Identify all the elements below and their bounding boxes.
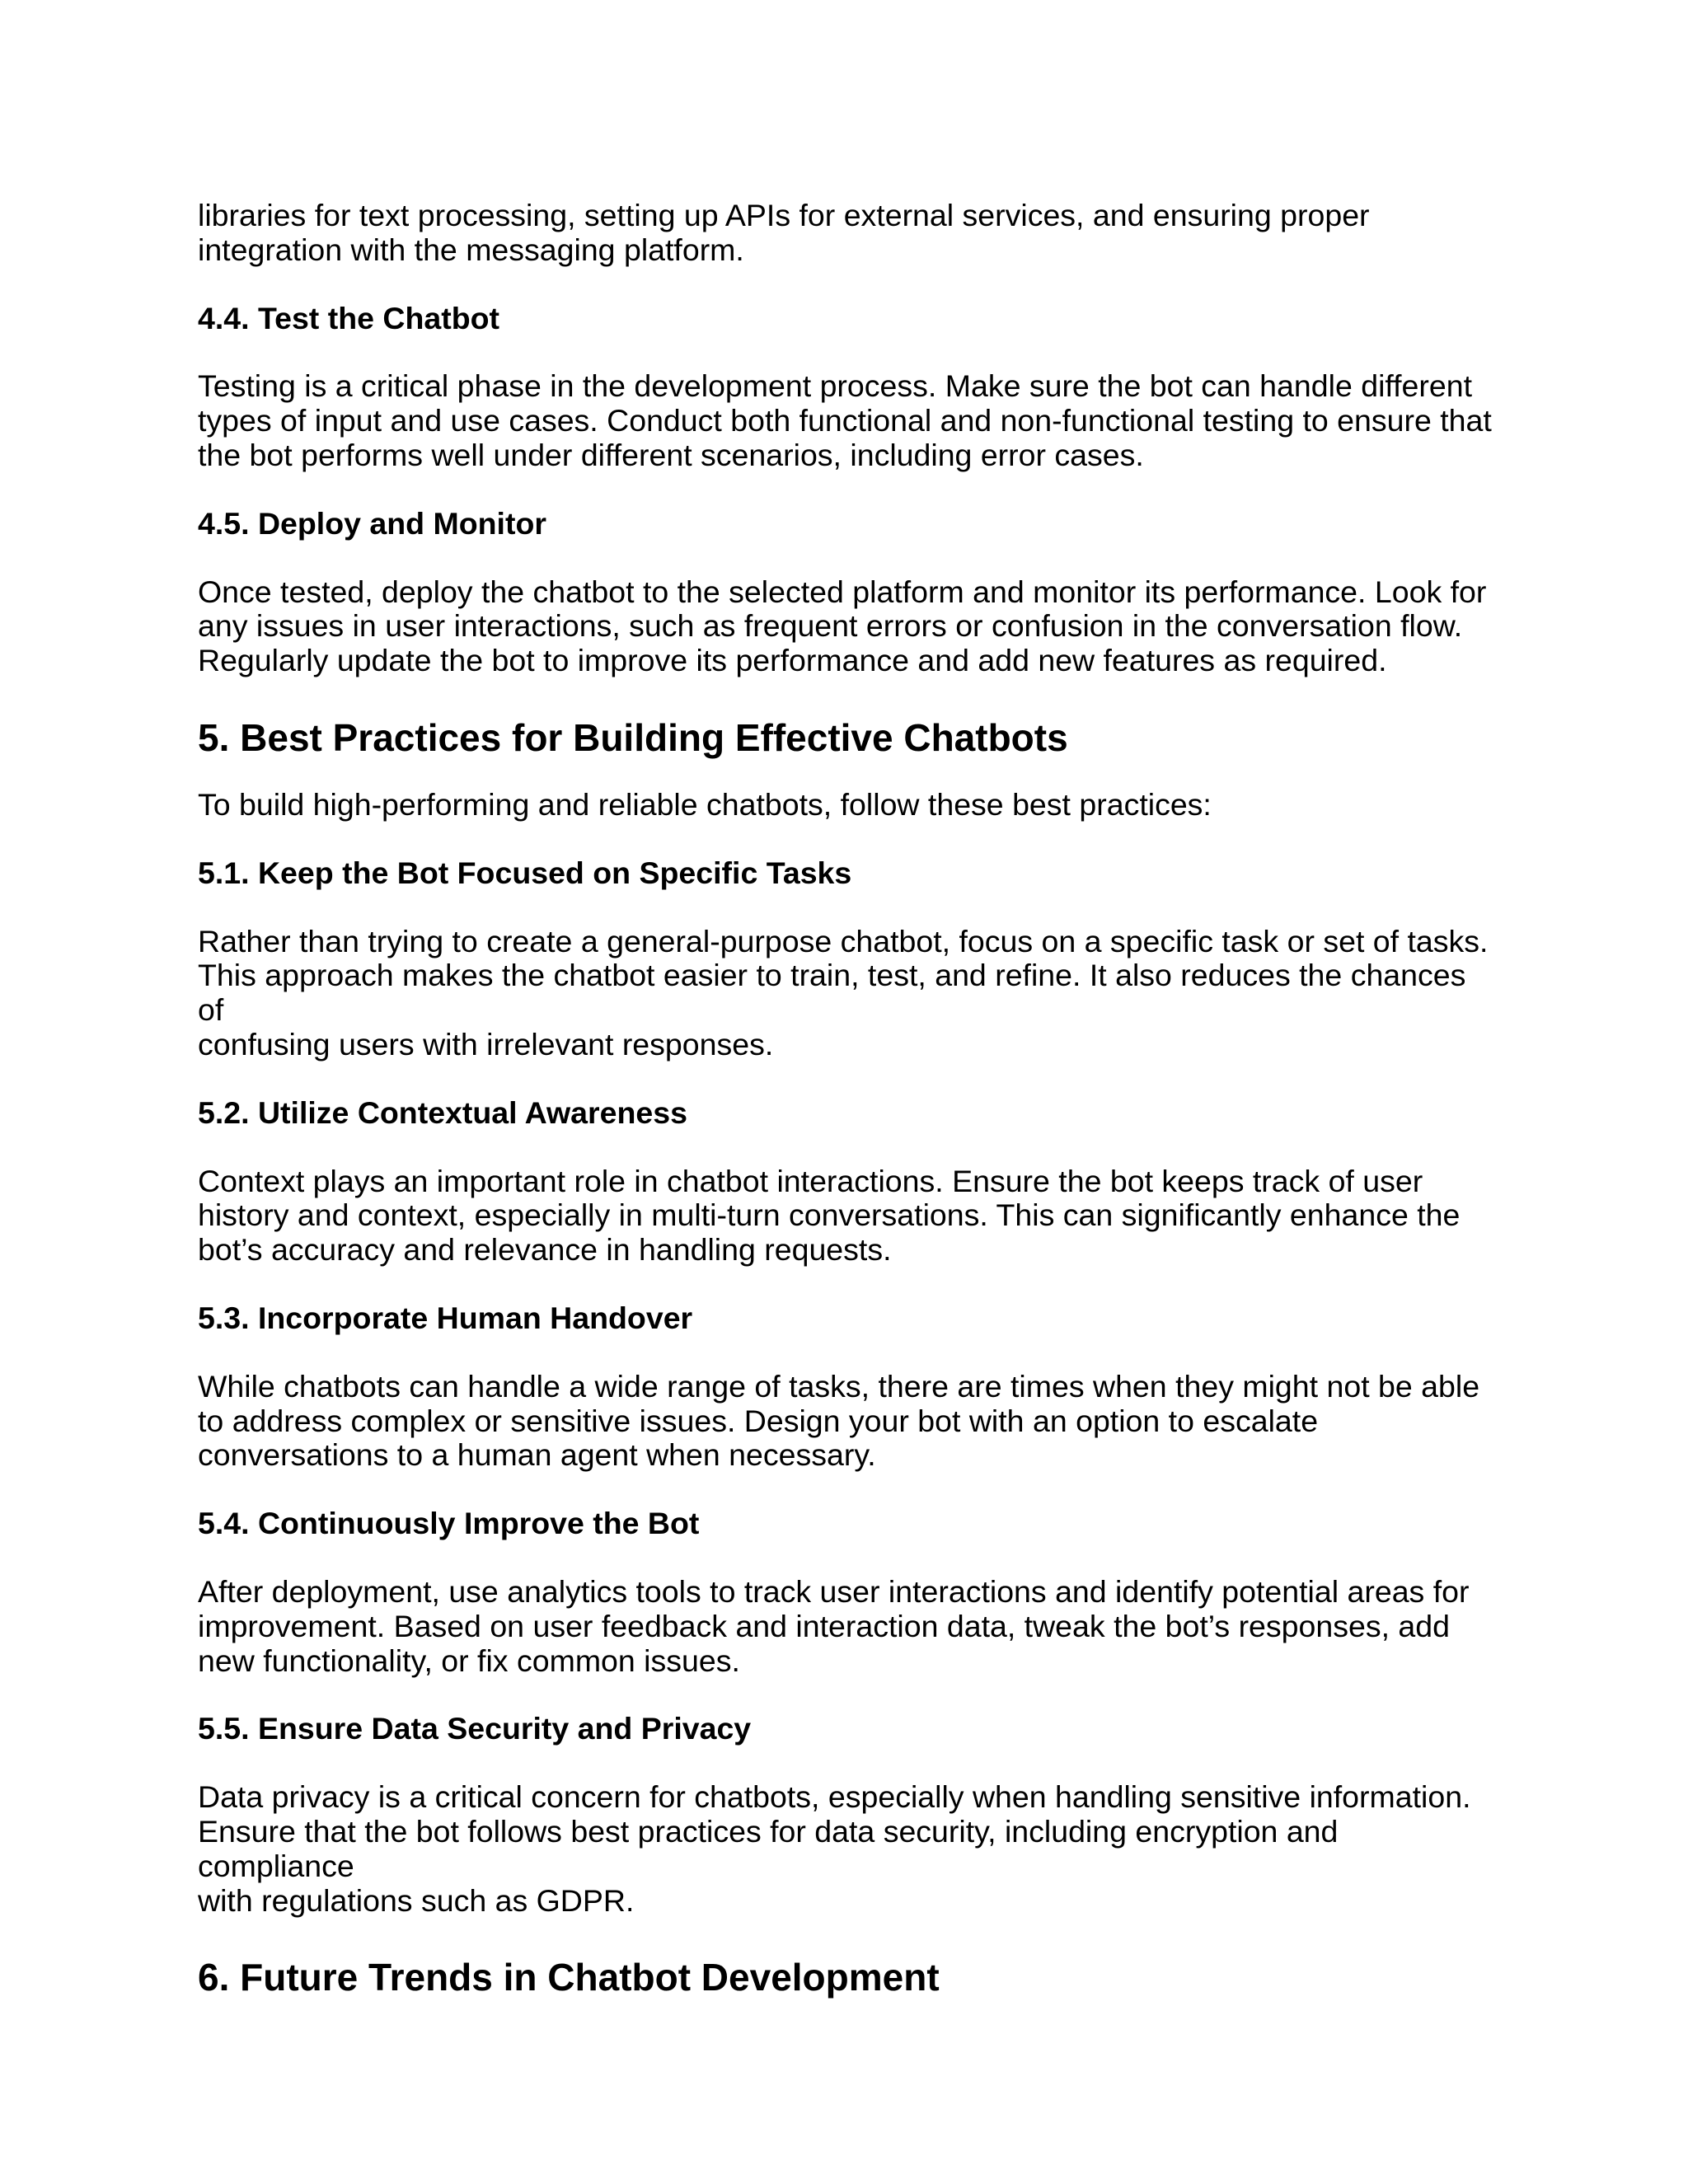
heading-4-5: 4.5. Deploy and Monitor [198, 505, 546, 541]
chapter-6-title: 6. Future Trends in Chatbot Development [198, 1956, 940, 1999]
intro-paragraph: libraries for text processing, setting up APIs for external services, and ensuring proper integration with the messaging platform. [198, 198, 1370, 267]
paragraph-5-4: After deployment, use analytics tools to track user interactions and identify potential areas for improvement. Based on user feedback and interaction data, tweak the bot’s responses, add new functionality, or fix common issues. [198, 1573, 1470, 1678]
chapter-5-intro: To build high-performing and reliable chatbots, follow these best practices: [198, 786, 1212, 822]
heading-5-4: 5.4. Continuously Improve the Bot [198, 1506, 700, 1541]
paragraph-4-5: Once tested, deploy the chatbot to the selected platform and monitor its performance. Look for any issues in user interactions, such as frequent errors or confusion in the conversation flow. Regularly update the bot to improve its performance and add new features as required. [198, 574, 1487, 678]
chapter-5-title: 5. Best Practices for Building Effective Chatbots [198, 715, 1068, 759]
paragraph-4-4: Testing is a critical phase in the development process. Make sure the bot can handle different types of input and use cases. Conduct both functional and non-functional testing to ensure that the bot performs well under different scenarios, including error cases. [198, 368, 1492, 472]
heading-5-1: 5.1. Keep the Bot Focused on Specific Tasks [198, 855, 852, 890]
paragraph-5-2: Context plays an important role in chatbot interactions. Ensure the bot keeps track of user history and context, especially in multi-turn conversations. This can significantly enhance the bot’s accuracy and relevance in handling requests. [198, 1163, 1461, 1268]
paragraph-5-5: Data privacy is a critical concern for chatbots, especially when handling sensitive information. Ensure that the bot follows best practices for data security, including encryption and compliance with regulations such as GDPR. [198, 1779, 1471, 1918]
heading-5-3: 5.3. Incorporate Human Handover [198, 1300, 693, 1335]
heading-4-4: 4.4. Test the Chatbot [198, 300, 500, 335]
heading-5-5: 5.5. Ensure Data Security and Privacy [198, 1711, 752, 1746]
heading-5-2: 5.2. Utilize Contextual Awareness [198, 1094, 687, 1130]
paragraph-5-3: While chatbots can handle a wide range of tasks, there are times when they might not be able to address complex or sensitive issues. Design your bot with an option to escalate conversations to a human agent when necessary. [198, 1368, 1480, 1473]
paragraph-5-1: Rather than trying to create a general-purpose chatbot, focus on a specific task or set of tasks. This approach makes the chatbot easier to train, test, and refine. It also reduces the chances of confusing users with irrelevant responses. [198, 923, 1489, 1062]
document-content [198, 199, 1500, 1999]
